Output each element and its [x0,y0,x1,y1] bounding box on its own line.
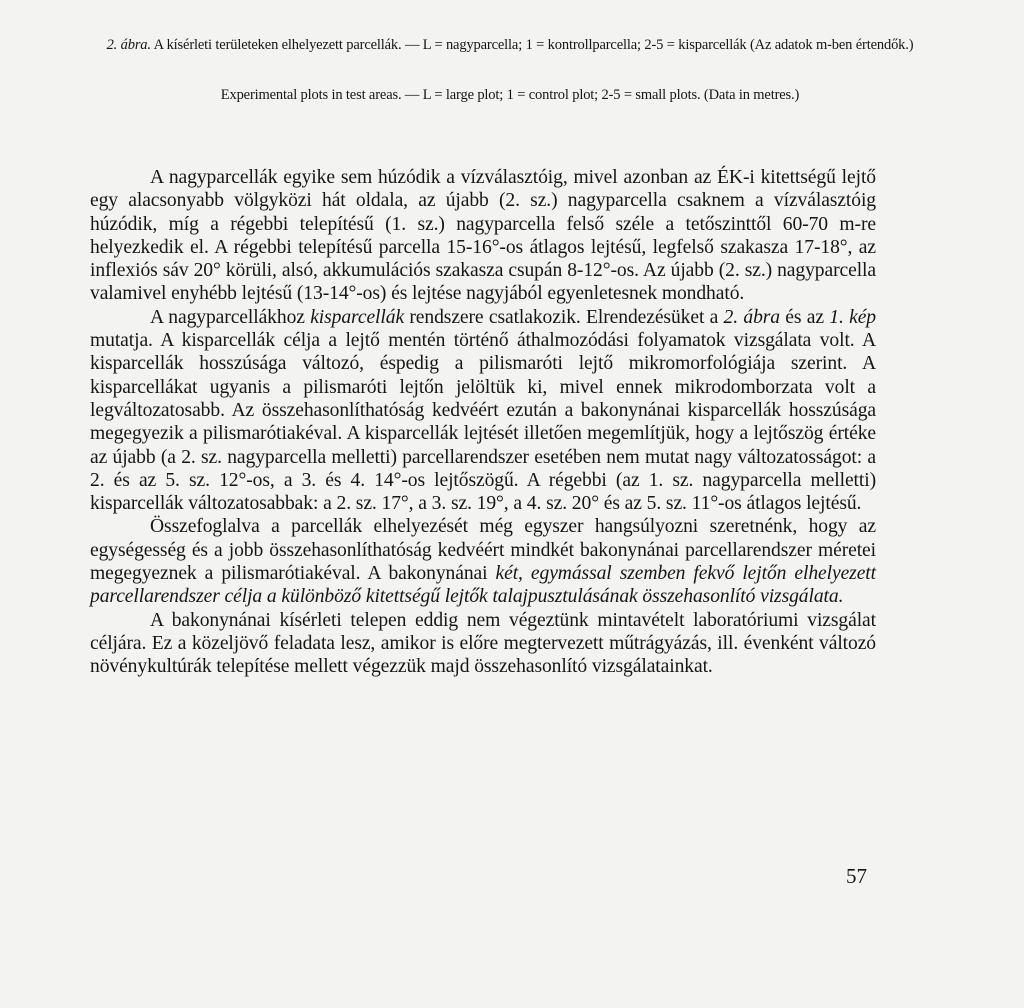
photo-reference: 1. kép [829,306,876,328]
paragraph-2-text: rendszere csatlakozik. Elrendezésüket a [404,306,724,328]
term-kisparcellak: kisparcellák [310,306,405,328]
paragraph-2 [90,306,876,516]
figure-caption-hungarian-text: A kísérleti területeken elhelyezett parcellák. — L = nagyparcella; 1 = kontrollparcella; 2-5 = kisparcellák (Az adatok m-ben értendők.) [153,37,914,53]
paragraph-2-text: és az [779,306,830,328]
paragraph-1: A nagyparcellák egyike sem húzódik a vízválasztóig, mivel azonban az ÉK-i kitettségű lejtő egy alacsonyabb völgyközi hát oldala, az újabb (2. sz.) nagyparcella csaknem a vízválasztóig húzódik, míg a régebbi telepítésű (1. sz.) nagyparcella felső széle a tetőszinttől 60-70 m-re helyezkedik el. A régebbi telepítésű parcella 15-16°-os átlagos lejtésű, legfelső szakasza 17-18°, az inflexiós sáv 20° körüli, alsó, akkumulációs szakasza csupán 8-12°-os. Az újabb (2. sz.) nagyparcella valamivel enyhébb lejtésű (13-14°-os) és lejtése nagyjából egyenletesnek mondható. [90,167,876,305]
body-text [90,166,876,679]
figure-caption-english: Experimental plots in test areas. — L = large plot; 1 = control plot; 2-5 = small plots. (Data in metres.) [220,87,800,103]
figure-reference: 2. ábra [723,306,780,328]
figure-number: 2. ábra. [106,37,151,53]
figure-caption-hungarian [60,36,960,55]
paragraph-2-text: mutatja. A kisparcellák célja a lejtő mentén történő áthalmozódási folyamatok vizsgálata volt. A kisparcellák hosszúsága változó, éspedig a pilismaróti lejtő mikromorfológiája szerint. A kisparcellákat ugyanis a pilismaróti lejtőn jelöltük ki, mivel ennek mikrodomborzata volt a legváltozatosabb. Az összehasonlíthatóság kedvéért ezután a bakonynánai kisparcellák hosszúsága megegyezik a pilismarótiakéval. A kisparcellák lejtését illetően megemlítjük, hogy a lejtőszög értéke az újabb (a 2. sz. nagyparcella melletti) parcellarendszer esetében nem mutat nagy változatosságot: a 2. és az 5. sz. 12°-os, a 3. és 4. 14°-os lejtőszögű. A régebbi (az 1. sz. nagyparcella melletti) kisparcellák változatosabbak: a 2. sz. 17°, a 3. sz. 19°, a 4. sz. 20° és az 5. sz. 11°-os átlagos lejtésű. [90,330,876,515]
paragraph-3 [90,515,876,608]
page-number: 57 [846,864,867,888]
paragraph-2-text: A nagyparcellákhoz [150,306,311,328]
paragraph-3-text: Összefoglalva a parcellák elhelyezését még egyszer hangsúlyozni szeretnénk, hogy az egységesség és a jobb összehasonlíthatóság kedvéért mindkét bakonynánai parcellarendszer méretei megegyeznek a pilismarótiakéval. A bakonynánai [90,516,876,585]
paragraph-3-italic-text: két, egymással szemben fekvő lejtőn elhelyezett parcellarendszer célja a különböző kitettségű lejtők talajpusztulásának összehasonlító vizsgálata. [90,563,876,608]
paragraph-4: A bakonynánai kísérleti telepen eddig nem végeztünk mintavételt laboratóriumi vizsgálat céljára. Ez a közeljövő feladata lesz, amikor is előre megtervezett műtrágyázás, ill. évenként változó növénykultúrák telepítése mellett végezzük majd összehasonlító vizsgálatainkat. [90,609,876,678]
